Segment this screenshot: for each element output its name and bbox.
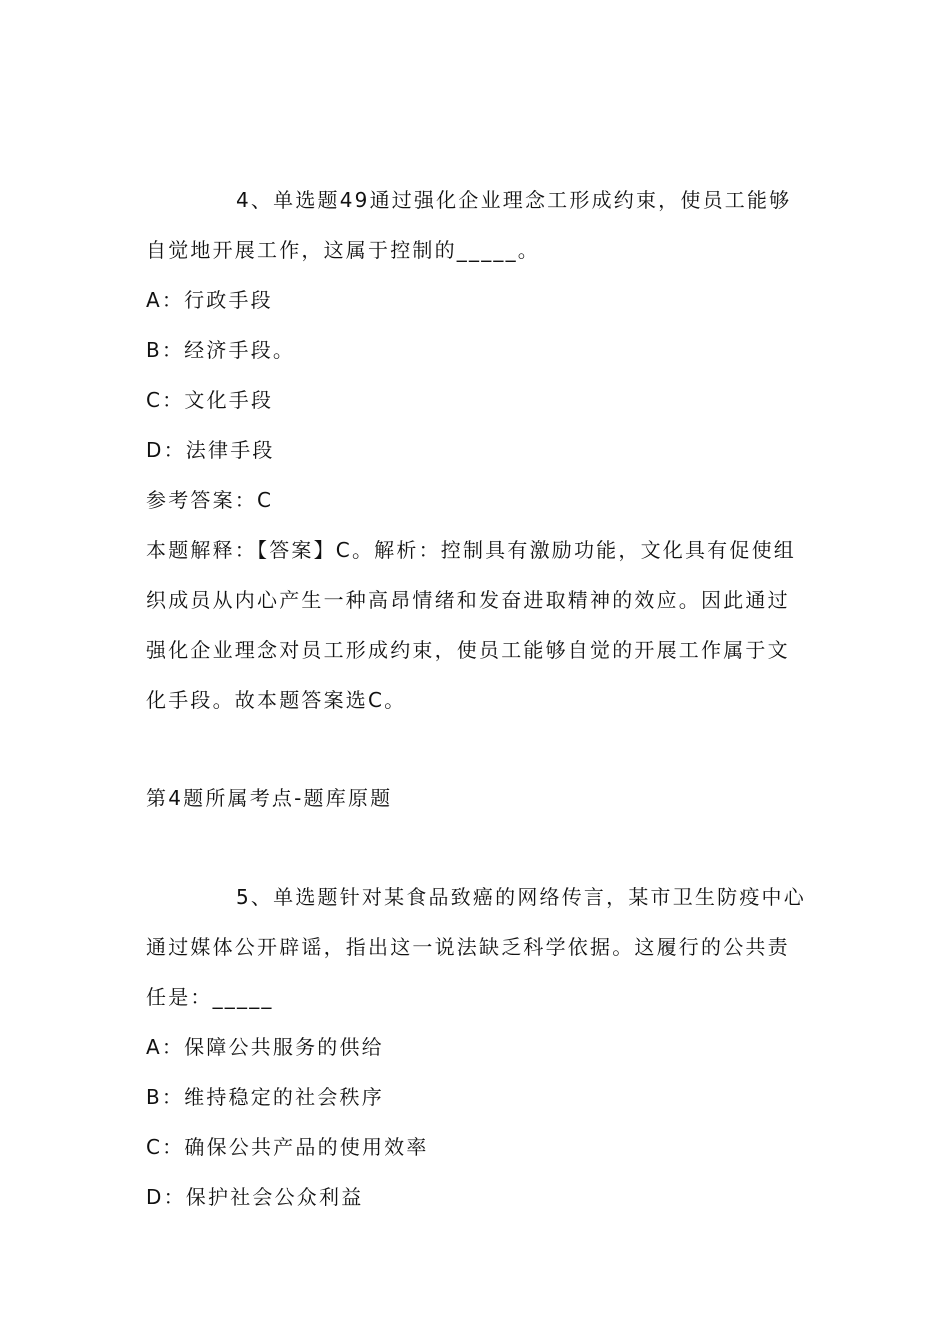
question-4-answer: 参考答案：C [146,488,274,512]
question-4-stem-line-2: 自觉地开展工作，这属于控制的_____。 [146,238,540,262]
question-5-option-a: A：保障公共服务的供给 [146,1035,384,1059]
question-4-option-d: D：法律手段 [146,438,275,462]
question-4-explanation-line-4: 化手段。故本题答案选C。 [146,688,407,712]
question-5-option-c: C：确保公共产品的使用效率 [146,1135,429,1159]
question-5-option-b: B：维持稳定的社会秩序 [146,1085,384,1109]
question-5-option-d: D：保护社会公众利益 [146,1185,364,1209]
question-4-explanation-line-1: 本题解释：【答案】C。解析：控制具有激励功能，文化具有促使组 [146,538,796,562]
question-4-topic: 第4题所属考点-题库原题 [146,786,393,810]
question-4-explanation-line-3: 强化企业理念对员工形成约束，使员工能够自觉的开展工作属于文 [146,638,790,662]
question-4-option-a: A：行政手段 [146,288,273,312]
question-5-stem-line-1: 5、单选题针对某食品致癌的网络传言，某市卫生防疫中心 [236,885,806,909]
question-4-option-c: C：文化手段 [146,388,274,412]
question-5-stem-line-3: 任是：_____ [146,985,274,1009]
question-4-stem-line-1: 4、单选题49通过强化企业理念工形成约束，使员工能够 [236,188,792,212]
question-5-stem-line-2: 通过媒体公开辟谣，指出这一说法缺乏科学依据。这履行的公共责 [146,935,790,959]
question-4-option-b: B：经济手段。 [146,338,296,362]
question-4-explanation-line-2: 织成员从内心产生一种高昂情绪和发奋进取精神的效应。因此通过 [146,588,790,612]
